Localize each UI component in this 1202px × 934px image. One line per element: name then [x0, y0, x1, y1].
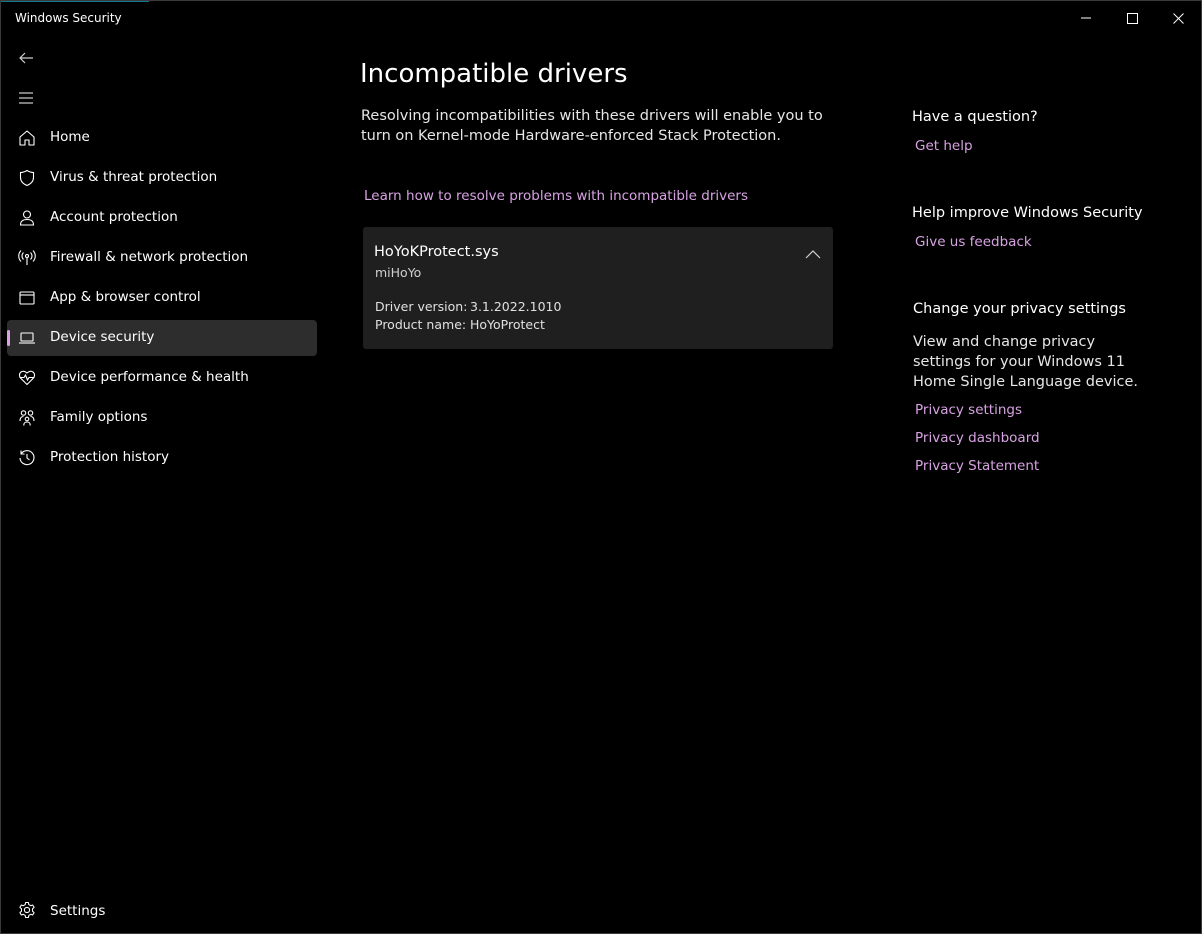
sidebar-item-label: Settings — [50, 903, 106, 919]
sidebar-item-label: Device security — [50, 329, 155, 345]
sidebar-item-virus-threat-protection[interactable] — [7, 160, 317, 196]
sidebar-item-app-browser-control[interactable] — [7, 280, 317, 316]
driver-version-value: 3.1.2022.1010 — [470, 299, 562, 314]
sidebar-item-firewall-network-protection[interactable] — [7, 240, 317, 276]
person-icon — [17, 208, 37, 228]
sidebar-item-account-protection[interactable] — [7, 200, 317, 236]
selection-indicator — [7, 330, 10, 346]
sidebar-item-family-options[interactable] — [7, 400, 317, 436]
sidebar-item-label: Account protection — [50, 209, 178, 225]
shield-icon — [17, 168, 37, 188]
privacy-dashboard-link[interactable]: Privacy dashboard — [915, 430, 1040, 446]
close-icon — [1173, 13, 1184, 24]
home-icon — [17, 128, 37, 148]
privacy-description: View and change privacy settings for your Windows 11 Home Single Language device. — [913, 334, 1139, 390]
history-icon — [17, 448, 37, 468]
laptop-icon — [17, 328, 37, 348]
privacy-statement-link[interactable]: Privacy Statement — [915, 458, 1040, 474]
privacy-settings-link[interactable]: Privacy settings — [915, 402, 1023, 418]
driver-name: HoYoKProtect.sys — [374, 244, 499, 260]
question-heading: Have a question? — [912, 109, 1038, 125]
sidebar-item-label: Family options — [50, 409, 148, 425]
product-name-value: HoYoProtect — [470, 317, 545, 332]
sidebar-item-home[interactable] — [7, 120, 317, 156]
app-window-icon — [17, 288, 37, 308]
hamburger-icon — [18, 91, 34, 105]
maximize-icon — [1127, 13, 1138, 24]
sidebar-item-label: Firewall & network protection — [50, 249, 249, 265]
sidebar-item-label: Device performance & health — [50, 369, 249, 385]
minimize-button[interactable] — [1063, 1, 1109, 35]
privacy-heading: Change your privacy settings — [913, 301, 1126, 317]
title-bar[interactable] — [1, 1, 1201, 35]
improve-heading: Help improve Windows Security — [912, 205, 1143, 221]
collapse-button[interactable] — [803, 247, 823, 261]
sidebar-item-device-performance-health[interactable] — [7, 360, 317, 396]
sidebar-item-label: Protection history — [50, 449, 170, 465]
sidebar-item-label: Home — [50, 129, 90, 145]
driver-version-label: Driver version: — [375, 299, 468, 314]
learn-resolve-link[interactable]: Learn how to resolve problems with incompatible drivers — [364, 188, 749, 204]
sidebar-item-label: App & browser control — [50, 289, 201, 305]
sidebar-item-settings[interactable] — [7, 894, 317, 926]
get-help-link[interactable]: Get help — [915, 138, 973, 154]
product-name-label: Product name: — [375, 317, 467, 332]
heart-pulse-icon — [17, 368, 37, 388]
gear-icon — [17, 900, 37, 920]
back-button[interactable] — [7, 42, 45, 74]
driver-card[interactable] — [363, 227, 833, 349]
page-description: Resolving incompatibilities with these drivers will enable you to turn on Kernel-mode Hardware-enforced Stack Protection. — [361, 108, 823, 144]
minimize-icon — [1081, 13, 1091, 23]
hamburger-menu-button[interactable] — [7, 82, 45, 114]
feedback-link[interactable]: Give us feedback — [915, 234, 1032, 250]
back-arrow-icon — [18, 50, 34, 66]
app-title: Windows Security — [15, 11, 122, 25]
chevron-up-icon — [805, 249, 821, 259]
sidebar-item-label: Virus & threat protection — [50, 169, 218, 185]
antenna-icon — [17, 248, 37, 268]
driver-vendor: miHoYo — [375, 265, 422, 280]
maximize-button[interactable] — [1109, 1, 1155, 35]
sidebar-item-protection-history[interactable] — [7, 440, 317, 476]
sidebar-item-device-security[interactable] — [7, 320, 317, 356]
family-icon — [17, 408, 37, 428]
close-button[interactable] — [1155, 1, 1201, 35]
page-title: Incompatible drivers — [360, 59, 628, 89]
